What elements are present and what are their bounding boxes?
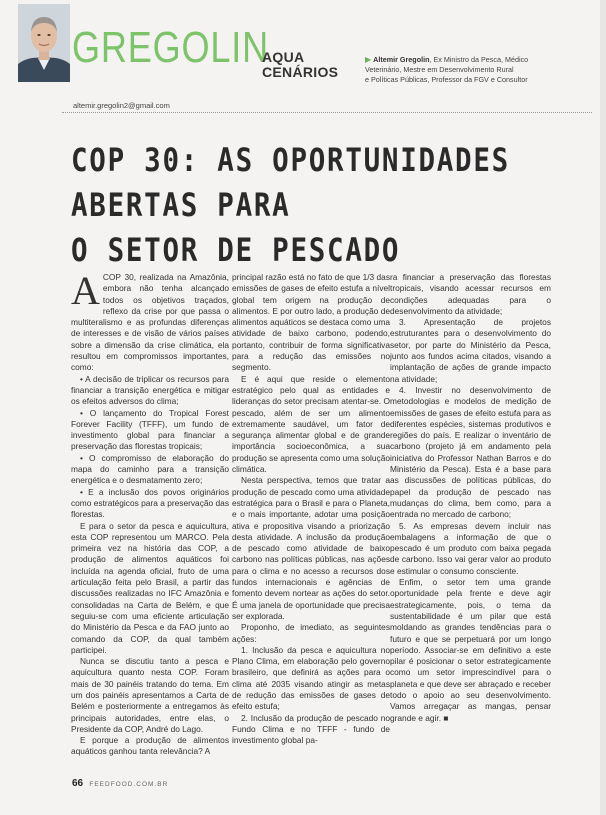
drop-cap: A (71, 272, 100, 313)
list-item: 3. Apresentação de projetos estruturantes para o desenvolvimento do setor, por parte do Ministério da Pesca, junto aos fundos acima citados, visando a implantação de ações de grande impacto na atividade; (390, 317, 551, 384)
author-bio-line2: Veterinário, Mestre em Desenvolvimento Rural (365, 65, 514, 74)
headline-line: O SETOR DE PESCADO (71, 231, 401, 269)
column-title (262, 50, 338, 80)
text-column-2 (232, 272, 390, 760)
article-body (71, 272, 591, 760)
paragraph: Enfim, o setor tem uma grande oportunidade pela frente e deve agir estrategicamente, pois, o tema da sustentabilidade é um pilar que está moldando as grandes tendências para o futuro e que se perpetuará por um longo período. Associar-se em definitivo a este pilar é posicionar o setor estrategicamente como um setor imprescindível para o planeta e que deve ser abraçado e receber todo o apoio ao seu desenvolvimento. Vamos arregaçar as mangas, pensar grande e agir. ■ (390, 577, 551, 723)
paragraph: Proponho, de imediato, as seguintes ações: (232, 622, 390, 644)
page-number: 66 (72, 778, 84, 789)
headline-line: COP 30: AS OPORTUNIDADES (71, 141, 510, 179)
text-column-1 (71, 272, 229, 760)
footer-site: FEEDFOOD.COM.BR (89, 781, 169, 788)
paragraph: Nesta perspectiva, temos que tratar a produção de pescado como uma atividade estratégica para o Brasil e para o Planeta, e o mais importante, adotar uma posição ativa e propositiva visando a priorização desta atividade. A inclusão da produção de pescado como atividade de baixo carbono nas políticas públicas, nas ações para o clima e no acesso a recursos dos fundos internacionais e agências de fomento devem nortear as ações do setor. É uma janela de oportunidade que precisa ser explorada. (232, 475, 390, 621)
bullet-item: • O compromisso de elaboração do mapa do caminho para a transição energética e o desmatamento zero; (71, 452, 229, 486)
play-triangle-icon: ▶ (365, 55, 372, 64)
author-name: Altemir Gregolin (373, 55, 430, 64)
list-item: 2. Inclusão da produção de pescado no Fundo Clima e no TFFF - fundo de investimento global pa- (232, 712, 390, 746)
author-email[interactable]: altemir.gregolin2@gmail.com (73, 101, 170, 110)
author-bio-line1: , Ex Ministro da Pesca, Médico (429, 55, 529, 64)
bullet-item: • O lançamento do Tropical Forest Forever Facility (TFFF), um fundo de investimento global para financiar a preservação das florestas tropicais; (71, 407, 229, 452)
paragraph: E para o setor da pesca e aquicultura, esta COP representou um MARCO. Pela primeira vez na história das COP, a produção de alimentos aquáticos foi incluída na agenda oficial, fruto de uma articulação feita pelo Brasil, a partir das discussões realizadas no IFC Amazônia e consolidadas na Carta de Belém, e que seguiu-se com uma eficiente articulação do Ministério da Pesca e da FAO junto ao comando da COP, da qual também participei. (71, 520, 229, 655)
bullet-item: • A decisão de triplicar os recursos para financiar a transição energética e mitigar os efeitos adversos do clima; (71, 373, 229, 407)
author-bio-line3: e Políticas Públicas, Professor da FGV e Consultor (365, 75, 528, 84)
paragraph: Nunca se discutiu tanto a pesca e aquicultura quanto nesta COP. Foram mais de 30 painéis tratando do tema. Em um dos painéis apresentamos a Carta de Belém e posteriormente a entregamos às principais autoridades, entre elas, o Presidente da COP, André do Lago. (71, 656, 229, 734)
author-bio (365, 55, 597, 85)
list-item: 1. Inclusão da pesca e aquicultura no Plano Clima, em elaboração pelo governo brasileiro, que definirá as ações para o clima até 2035 visando atingir as metas de redução das emissões de gases de efeito estufa; (232, 644, 390, 712)
list-item: 4. Investir no desenvolvimento de metodologias e modelos de medição de emissões de gases de efeito estufa para as diferentes espécies, sistemas produtivos e regiões do país. E realizar o inventário de carbono (projeto já em andamento pela iniciativa do Professor Nathan Barros e do Ministério da Pesca). Esta é a base para as discussões de políticas públicas, do papel da produção de pescado nas mudanças do clima, bem como, para a entrada no mercado de carbono; (390, 384, 551, 520)
article-headline (71, 138, 518, 273)
column-title-line2: CENÁRIOS (262, 64, 339, 80)
paragraph: E porque a produção de alimentos aquáticos ganhou tanta relevância? A (71, 735, 229, 757)
page-footer (72, 778, 168, 789)
paragraph: E é aqui que reside o elemento estratégico pelo qual as entidades e lideranças do setor precisam atentar-se. O pescado, além de ser um alimento extremamente saudável, um fator de segurança alimentar global e de grande importância socioeconômica, a sua produção se apresenta como uma solução climática. (232, 373, 390, 475)
list-item: 5. As empresas devem incluir nas embalagens a informação de que o pescado é um produto com baixa pegada de carbono. Isso vai gerar valor ao produto e estimular o consumo consciente. (390, 520, 551, 576)
headline-line: ABERTAS PARA (71, 186, 291, 224)
author-photo (18, 4, 70, 82)
bullet-item: • E a inclusão dos povos originários como estratégicos para a preservação das florestas. (71, 486, 229, 520)
column-brand-logo: GREGOLIN (72, 23, 270, 72)
paragraph: ACOP 30, realizada na Amazônia, embora não tenha alcançado todos os objetivos traçados, reflexo da crise por que passa o multiteralismo e as profundas diferenças de interesses e de visão de vários países sobre a dimensão da crise climática, ela resultou em compromissos importantes, como: (71, 272, 229, 373)
paragraph: principal razão está no fato de que 1/3 das emissões de gases de efeito estufa a nível global tem origem na produção de alimentos. E por outro lado, a produção de alimentos aquáticos se destaca como uma atividade de baixo carbono, podendo, portanto, contribuir de forma significativa para a redução das emissões no segmento. (232, 272, 390, 373)
text-column-3 (390, 272, 551, 760)
column-title-line1: AQUA (262, 49, 305, 65)
header-divider (62, 112, 592, 113)
paragraph: ra financiar a preservação das florestas tropicais, visando acessar recursos em condições adequadas para o desenvolvimento da atividade; (390, 272, 551, 316)
